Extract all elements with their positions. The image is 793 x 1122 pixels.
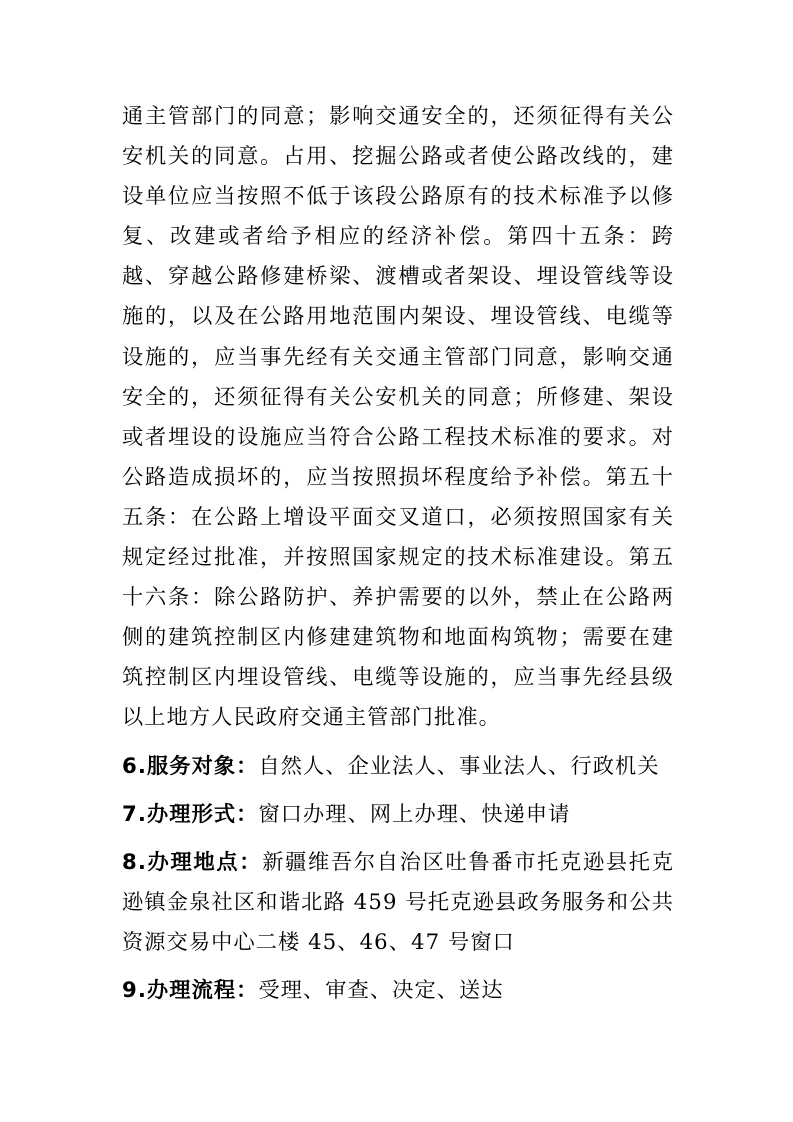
service-target-item (122, 746, 674, 786)
handling-form-value: 窗口办理、网上办理、快递申请 (258, 800, 571, 826)
document-page (122, 96, 674, 1010)
handling-location-item (122, 842, 674, 962)
handling-process-item (122, 970, 674, 1010)
service-target-value: 自然人、企业法人、事业法人、行政机关 (258, 752, 660, 778)
handling-form-label: 7.办理形式： (122, 800, 259, 826)
handling-location-label: 8.办理地点： (122, 848, 263, 874)
handling-form-item (122, 794, 674, 834)
handling-process-value: 受理、审查、决定、送达 (258, 976, 504, 1002)
service-target-label: 6.服务对象： (122, 752, 259, 778)
handling-process-label: 9.办理流程： (122, 976, 259, 1002)
regulation-paragraph: 通主管部门的同意；影响交通安全的，还须征得有关公安机关的同意。占用、挖掘公路或者使公路改线的，建设单位应当按照不低于该段公路原有的技术标准予以修复、改建或者给予相应的经济补偿。第四十五条：跨越、穿越公路修建桥梁、渡槽或者架设、埋设管线等设施的，以及在公路用地范围内架设、埋设管线、电缆等设施的，应当事先经有关交通主管部门同意，影响交通安全的，还须征得有关公安机关的同意；所修建、架设或者埋设的设施应当符合公路工程技术标准的要求。对公路造成损坏的，应当按照损坏程度给予补偿。第五十五条：在公路上增设平面交叉道口，必须按照国家有关规定经过批准，并按照国家规定的技术标准建设。第五十六条：除公路防护、养护需要的以外，禁止在公路两侧的建筑控制区内修建建筑物和地面构筑物；需要在建筑控制区内埋设管线、电缆等设施的，应当事先经县级以上地方人民政府交通主管部门批准。 (122, 103, 674, 730)
handling-location-value: 新疆维吾尔自治区吐鲁番市托克逊县托克逊镇金泉社区和谐北路 459 号托克逊县政务服务和公共资源交易中心二楼 45、46、47 号窗口 (122, 848, 674, 954)
